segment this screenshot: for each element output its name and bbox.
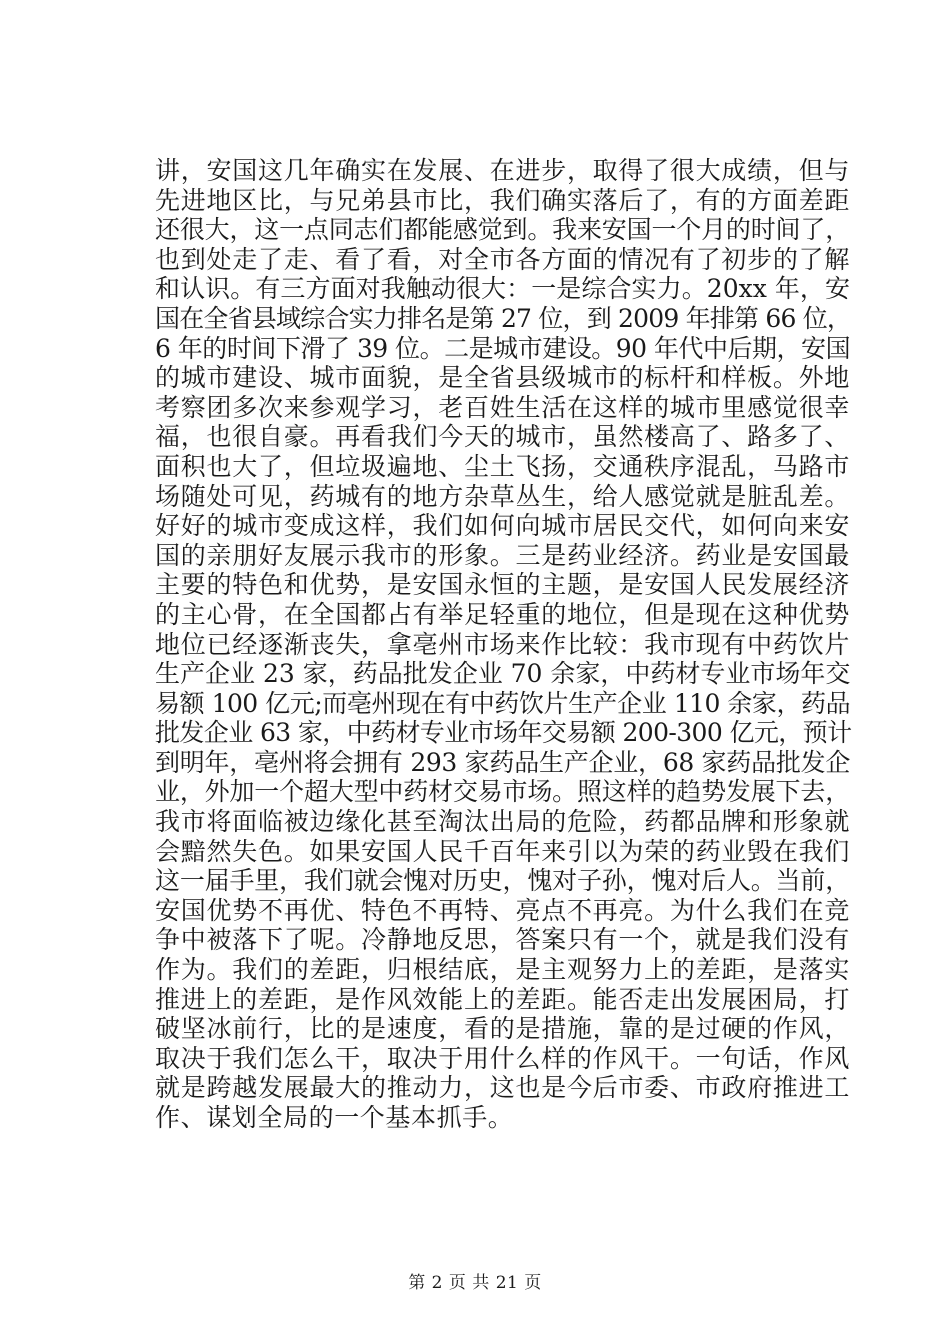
text-line: 6 年的时间下滑了 39 位。二是城市建设。90 年代中后期，安国: [155, 333, 850, 363]
text-line: 国在全省县域综合实力排名是第 27 位，到 2009 年排第 66 位，: [155, 303, 852, 333]
text-line: 会黯然失色。如果安国人民千百年来引以为荣的药业毁在我们: [155, 836, 850, 866]
text-line: 考察团多次来参观学习，老百姓生活在这样的城市里感觉很幸: [155, 392, 850, 422]
text-line: 的城市建设、城市面貌，是全省县级城市的标杆和样板。外地: [155, 363, 850, 393]
body-paragraph: [155, 156, 850, 1133]
text-line: 争中被落下了呢。冷静地反思，答案只有一个，就是我们没有: [155, 925, 850, 955]
page-footer: 第 2 页 共 21 页: [408, 1273, 542, 1293]
text-line: 我市将面临被边缘化甚至淘汰出局的危险，药都品牌和形象就: [155, 807, 850, 837]
text-line: 就是跨越发展最大的推动力，这也是今后市委、市政府推进工: [155, 1073, 850, 1103]
text-line: 国的亲朋好友展示我市的形象。三是药业经济。药业是安国最: [155, 540, 850, 570]
text-line: 场随处可见，药城有的地方杂草丛生，给人感觉就是脏乱差。: [155, 481, 850, 511]
text-line: 的主心骨，在全国都占有举足轻重的地位，但是现在这种优势: [155, 599, 850, 629]
text-line: 批发企业 63 家，中药材专业市场年交易额 200-300 亿元，预计: [155, 718, 852, 748]
text-line: 这一届手里，我们就会愧对历史，愧对子孙，愧对后人。当前，: [155, 866, 850, 896]
text-line: 安国优势不再优、特色不再特、亮点不再亮。为什么我们在竞: [155, 895, 850, 925]
text-line: 主要的特色和优势，是安国永恒的主题，是安国人民发展经济: [155, 570, 850, 600]
text-line: 先进地区比，与兄弟县市比，我们确实落后了，有的方面差距: [155, 185, 850, 215]
text-line: 生产企业 23 家，药品批发企业 70 余家，中药材专业市场年交: [155, 659, 851, 689]
text-line: 面积也大了，但垃圾遍地、尘土飞扬，交通秩序混乱，马路市: [155, 451, 850, 481]
text-line: 和认识。有三方面对我触动很大：一是综合实力。20xx 年，安: [155, 274, 850, 304]
text-line: 还很大，这一点同志们都能感觉到。我来安国一个月的时间了，: [155, 215, 850, 245]
text-line: 作为。我们的差距，归根结底，是主观努力上的差距，是落实: [155, 955, 850, 985]
text-line: 也到处走了走、看了看，对全市各方面的情况有了初步的了解: [155, 244, 850, 274]
text-line: 破坚冰前行，比的是速度，看的是措施，靠的是过硬的作风，: [155, 1014, 850, 1044]
text-line: 讲，安国这几年确实在发展、在进步，取得了很大成绩，但与: [155, 156, 850, 185]
text-line: 作、谋划全局的一个基本抓手。: [155, 1103, 514, 1132]
text-line: 取决于我们怎么干，取决于用什么样的作风干。一句话，作风: [155, 1043, 850, 1073]
text-line: 易额 100 亿元;而亳州现在有中药饮片生产企业 110 余家，药品: [155, 688, 850, 718]
text-line: 到明年，亳州将会拥有 293 家药品生产企业，68 家药品批发企: [155, 747, 850, 777]
text-line: 地位已经逐渐丧失，拿亳州市场来作比较：我市现有中药饮片: [155, 629, 850, 659]
text-line: 推进上的差距，是作风效能上的差距。能否走出发展困局，打: [155, 984, 850, 1014]
text-line: 好好的城市变成这样，我们如何向城市居民交代，如何向来安: [155, 511, 850, 541]
text-line: 业，外加一个超大型中药材交易市场。照这样的趋势发展下去，: [155, 777, 850, 807]
text-line: 福，也很自豪。再看我们今天的城市，虽然楼高了、路多了、: [155, 422, 850, 452]
